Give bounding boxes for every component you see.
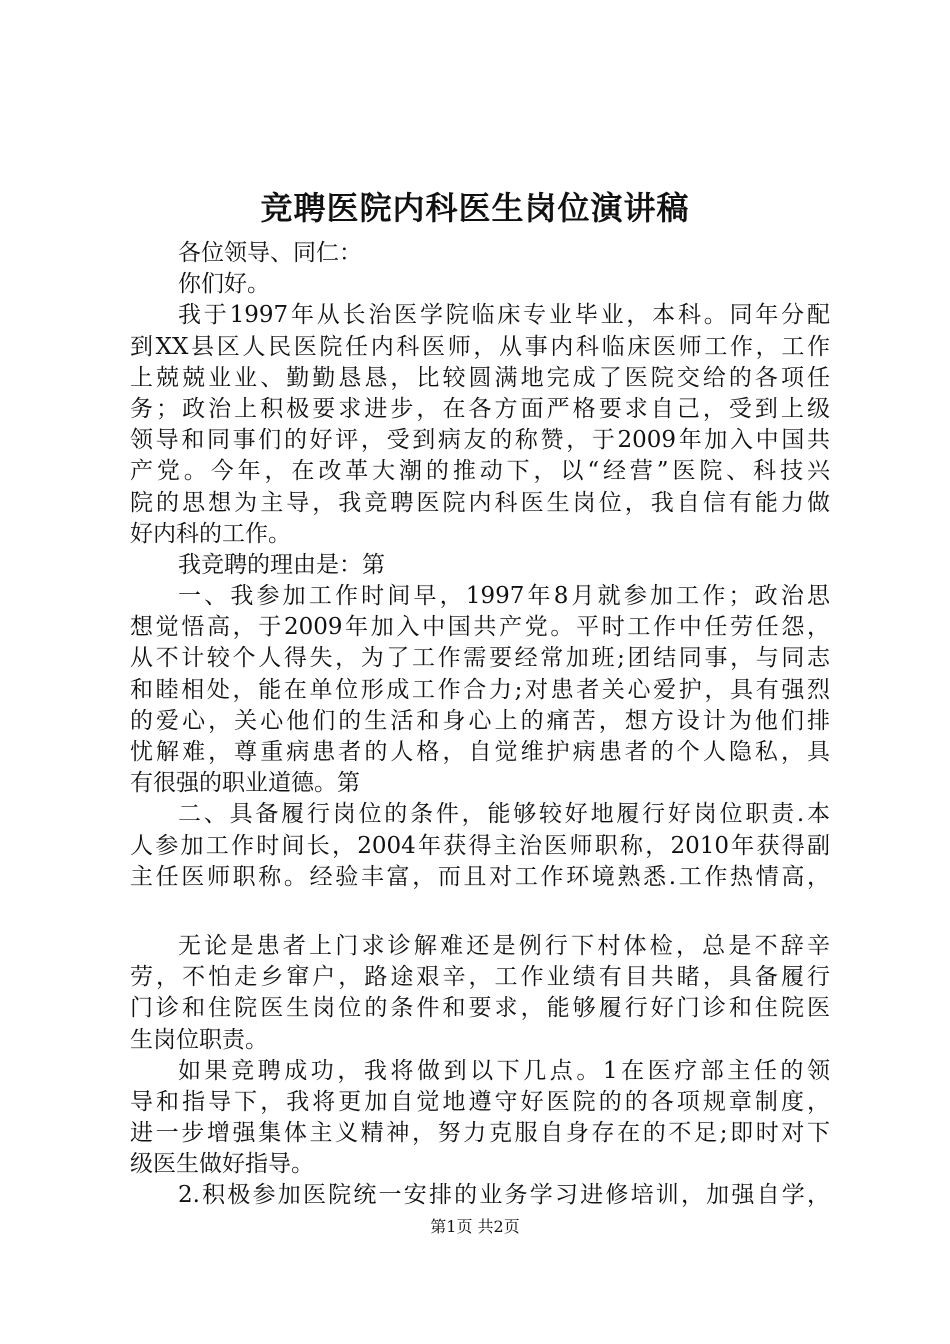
text-line: 领导和同事们的好评，受到病友的称赞，于2009年加入中国共 [130,427,830,454]
text-line: 一、我参加工作时间早，1997年8月就参加工作；政治思 [178,583,830,610]
paragraph-gap [130,893,830,931]
text-line: 进一步增强集体主义精神，努力克服自身存在的不足;即时对下 [130,1120,830,1147]
text-line: 2.积极参加医院统一安排的业务学习进修培训，加强自学， [178,1182,830,1209]
text-line: 从不计较个人得失，为了工作需要经常加班;团结同事，与同志 [130,645,830,672]
text-line: 如果竞聘成功，我将做到以下几点。1在医疗部主任的领 [178,1057,830,1084]
text-line: 我竞聘的理由是：第 [178,551,385,578]
text-line: 想觉悟高，于2009年加入中国共产党。平时工作中任劳任怨， [130,614,830,641]
body-section-1 [130,238,830,893]
text-line: 到XX县区人民医院任内科医师，从事内科临床医师工作，工作 [130,333,830,360]
text-line: 级医生做好指导。 [130,1151,314,1178]
text-line: 导和指导下，我将更加自觉地遵守好医院的的各项规章制度， [130,1088,830,1115]
text-line: 的爱心，关心他们的生活和身心上的痛苦，想方设计为他们排 [130,707,830,734]
text-line: 人参加工作时间长，2004年获得主治医师职称，2010年获得副 [130,832,830,859]
page-footer: 第1页 共2页 [430,1217,520,1236]
text-line: 院的思想为主导，我竞聘医院内科医生岗位，我自信有能力做 [130,489,830,516]
text-line: 无论是患者上门求诊解难还是例行下村体检，总是不辞辛 [178,932,830,959]
text-line: 和睦相处，能在单位形成工作合力;对患者关心爱护，具有强烈 [130,676,830,703]
text-line: 好内科的工作。 [130,520,291,547]
text-line: 二、具备履行岗位的条件，能够较好地履行好岗位职责.本 [178,801,830,828]
document-title: 竞聘医院内科医生岗位演讲稿 [260,189,690,227]
body-section-2 [130,931,830,1212]
text-line: 劳，不怕走乡窜户，路途艰辛，工作业绩有目共睹，具备履行 [130,964,830,991]
text-line: 门诊和住院医生岗位的条件和要求，能够履行好门诊和住院医 [130,995,830,1022]
text-line: 你们好。 [178,271,270,298]
text-line: 忧解难，尊重病患者的人格，自觉维护病患者的个人隐私，具 [130,739,830,765]
text-line: 有很强的职业道德。第 [130,770,360,797]
text-line: 务；政治上积极要求进步，在各方面严格要求自己，受到上级 [130,395,830,422]
text-line: 上兢兢业业、勤勤恳恳，比较圆满地完成了医院交给的各项任 [130,364,830,391]
text-line: 主任医师职称。经验丰富，而且对工作环境熟悉.工作热情高， [130,863,830,890]
text-line: 各位领导、同仁： [178,240,362,266]
text-line: 产党。今年，在改革大潮的推动下，以“经营”医院、科技兴 [130,458,830,485]
text-line: 我于1997年从长治医学院临床专业毕业，本科。同年分配 [178,302,830,329]
text-line: 生岗位职责。 [130,1026,268,1053]
document-body [130,238,830,1212]
